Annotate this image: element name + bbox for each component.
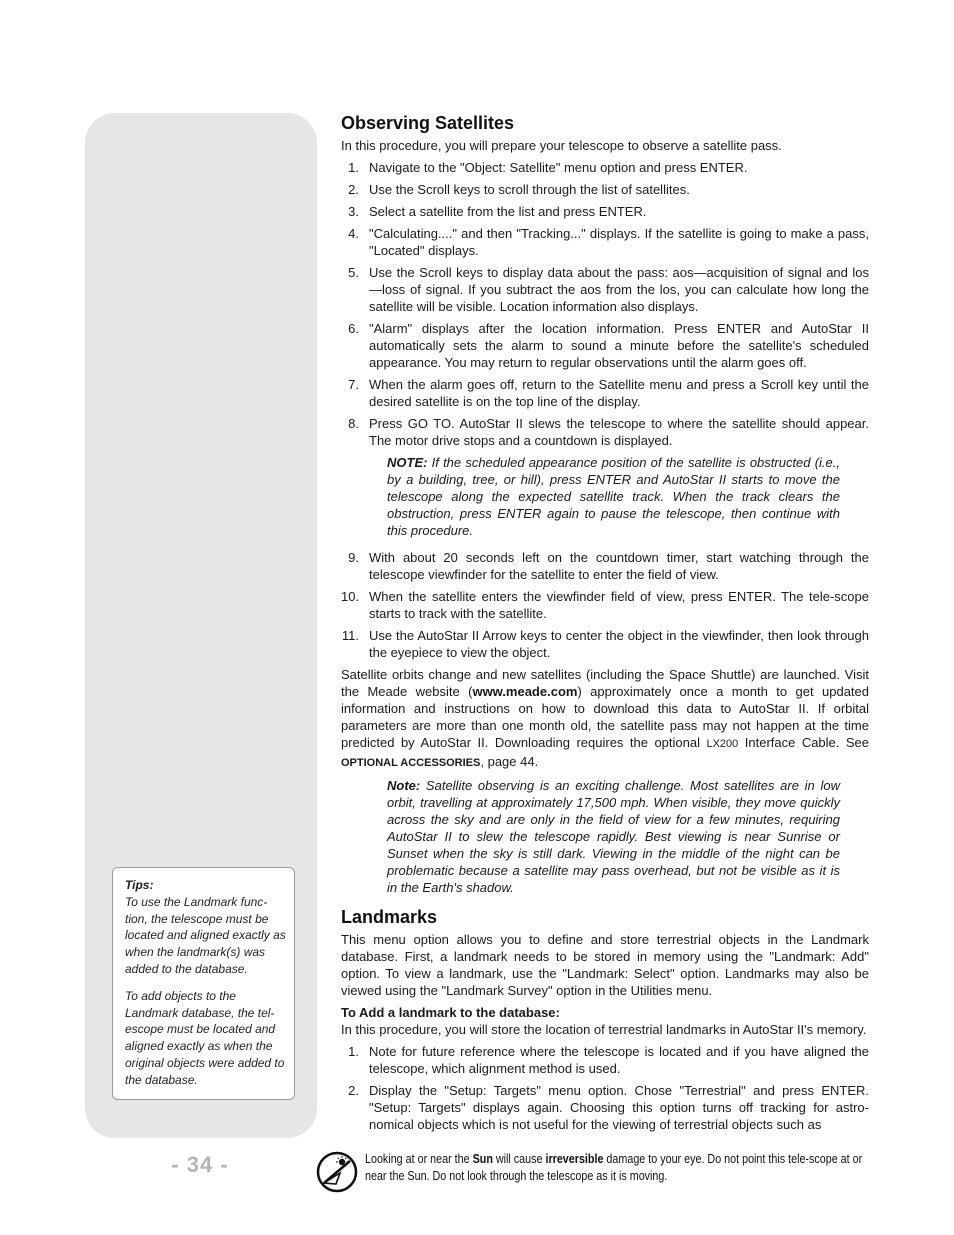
no-sun-warning-icon [316,1151,358,1193]
landmark-procedure: In this procedure, you will store the location of terrestrial landmarks in AutoStar II's memory. [341,1022,867,1037]
meade-website-link: www.meade.com [472,684,578,699]
satellite-orbits-paragraph: Satellite orbits change and new satellites (including the Space Shuttle) are launched. Visit the Meade website (www.meade.com) approximately once a month to get updated information and instructions on how to download this data to AutoStar II. If orbital parameters are more than one month old, the satellite pass may not happen at the time predicted by AutoStar II. Downloading requires the optional LX200 Interface Cable. See OPTIONAL ACCESSORIES, page 44. [341,667,870,769]
main-content [341,108,869,1138]
satellites-intro: In this procedure, you will prepare your telescope to observe a satellite pass. [341,138,782,153]
note-satellite-challenge: Note: Satellite observing is an exciting challenge. Most satellites are in low orbit, travelling at approximately 17,500 mph. When visible, they move quickly across the sky and are only in the field of view for a few minutes, requiring AutoStar II to slew the telescope rapidly. Best viewing is near Sunrise or Sunset when the sky is still dark. Viewing in the middle of the night can be problematic because a satellite may pass overhead, but not be visible as it is in the Earth's shadow. [387,778,840,895]
section-heading-landmarks: Landmarks [341,907,438,927]
list-item: 6. "Alarm" displays after the location information. Press ENTER and AutoStar II automatically sets the alarm to sound a minute before the satellite's scheduled appearance. You may return to regular observations until the alarm goes off. [348,321,869,370]
landmarks-intro: This menu option allows you to define and store terrestrial objects in the Landmark database. First, a landmark needs to be stored in memory using the "Landmark: Add" option. To view a landmark, use the "Landmark: Select" option. Landmarks may also be viewed using the "Landmark Survey" option in the Utilities menu. [341,932,869,998]
list-item: 5. Use the Scroll keys to display data about the pass: aos—acquisition of signal and los—loss of signal. If you subtract the aos from the los, you can calculate how long the satellite will be visible. Location information also displays. [348,265,869,314]
list-item: 1. Note for future reference where the telescope is located and if you have aligned the telescope, which alignment method is used. [348,1044,869,1076]
warning-text: Looking at or near the Sun will cause irreversible damage to your eye. Do not point this tele-scope at or near the Sun. Do not look through the telescope as it is moving. [365,1152,863,1183]
list-item: 2. Use the Scroll keys to scroll through the list of satellites. [348,182,690,197]
list-item: 8. Press GO TO. AutoStar II slews the telescope to where the satellite should appear. The motor drive stops and a countdown is displayed. [348,416,869,448]
tips-title: Tips: [125,878,154,892]
satellite-steps [341,159,869,449]
page-number: - 34 - [171,1152,229,1177]
list-item: 2. Display the "Setup: Targets" menu option. Chose "Terrestrial" and press ENTER. "Setup: Targets" displays again. Choosing this option turns off tracking for astro-nomical objects which is not useful for the viewing of terrestrial objects such as [348,1083,869,1132]
list-item: 1. Navigate to the "Object: Satellite" menu option and press ENTER. [348,160,748,175]
list-item: 7. When the alarm goes off, return to the Satellite menu and press a Scroll key until the desired satellite is on the top line of the display. [348,377,869,409]
tips-box [112,867,295,1100]
sun-warning [316,1151,876,1197]
tips-paragraph-2: To add objects to the Landmark database, the tel-escope must be located and aligned exactly as when the original objects were added to the database. [125,988,285,1087]
tips-paragraph-1: To use the Landmark func-tion, the telescope must be located and aligned exactly as when the landmark(s) was added to the database. [125,894,286,976]
list-item: 11. Use the AutoStar II Arrow keys to center the object in the viewfinder, then look through the eyepiece to view the object. [341,628,869,660]
list-item: 9. With about 20 seconds left on the countdown timer, start watching through the telescope viewfinder for the satellite to enter the field of view. [348,550,869,582]
list-item: 3. Select a satellite from the list and press ENTER. [348,204,647,219]
section-heading-satellites: Observing Satellites [341,113,515,133]
satellite-steps-continued [341,549,869,661]
landmark-subheading: To Add a landmark to the database: [341,1005,560,1020]
list-item: 4. "Calculating...." and then "Tracking..." displays. If the satellite is going to make a pass, "Located" displays. [348,226,869,258]
note-obstruction: NOTE: If the scheduled appearance position of the satellite is obstructed (i.e., by a building, tree, or hill), press ENTER and AutoStar II starts to move the telescope along the expected satellite track. When the track clears the obstruction, press ENTER again to pause the telescope, then continue with this procedure. [387,455,840,538]
landmark-steps [341,1043,869,1133]
list-item: 10. When the satellite enters the viewfinder field of view, press ENTER. The tele-scope starts to track with the satellite. [341,589,869,621]
